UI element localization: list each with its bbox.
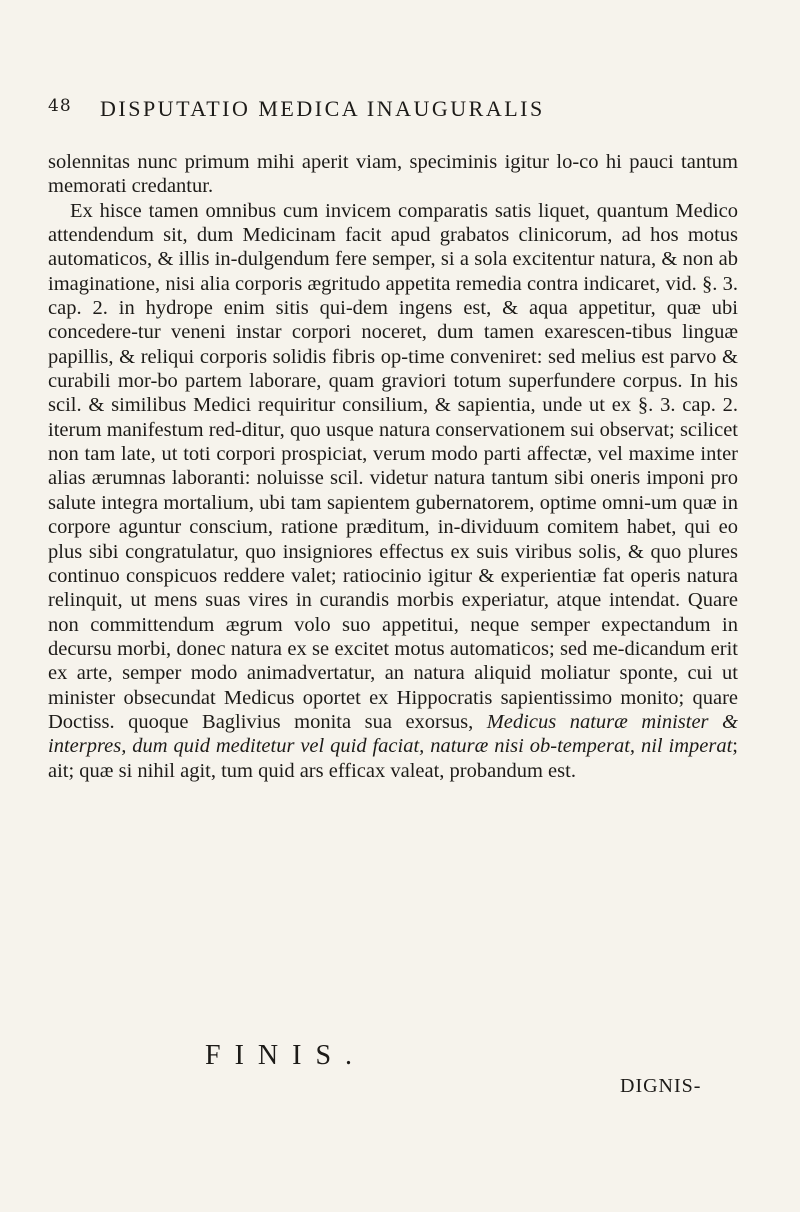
main-text-block [48,150,738,783]
catchword: DIGNIS- [620,1075,702,1097]
page-header [48,96,668,130]
baglivius-quotation: Medicus naturæ minister & interpres, dum quid meditetur vel quid faciat, naturæ nisi ob-temperat, nil imperat [48,710,738,758]
paragraph-main [48,199,738,783]
page-number: 48 [48,96,72,116]
running-head: DISPUTATIO MEDICA INAUGURALIS [100,96,545,121]
finis-mark: FINIS. [205,1040,367,1071]
paragraph-intro: solennitas nunc primum mihi aperit viam, speciminis igitur lo-co hi pauci tantum memorati credantur. [48,151,738,198]
paragraph-main-ending: ; ait; quæ si nihil agit, tum quid ars efficax valeat, probandum est. [48,735,738,782]
paragraph-main-text: Ex hisce tamen omnibus cum invicem comparatis satis liquet, quantum Medico attendendum sit, dum Medicinam facit apud grabatos clinicorum, ad hos motus automaticos, & illis in-dulgendum fere semper, si a sola excitentur natura, & non ab imaginatione, nisi alia corporis ægritudo appetita remedia contra indicaret, vid. §. 3. cap. 2. in hydrope enim sitis qui-dem ingens est, & aqua appetitur, quæ ubi concedere-tur veneni instar corpori noceret, dum tamen exarescen-tibus linguæ papillis, & reliqui corporis solidis fibris op-time conveniret: sed melius est parvo & curabili mor-bo partem laborare, quam graviori totum superfundere corpus. In his scil. & similibus Medici requiritur consilium, & sapientia, unde ut ex §. 3. cap. 2. iterum manifestum red-ditur, quo usque natura conservationem sui observat; scilicet non tam late, ut toti corpori prospiciat, verum modo parti affectæ, vel maxime inter alias ærumnas laboranti: noluisse scil. videtur natura tantum sibi oneris imponi pro salute integra mortalium, ubi tam sapientem gubernatorem, optime omni-um quæ in corpore aguntur conscium, ratione præditum, in-dividuum comitem habet, qui eo plus sibi congratulatur, quo insigniores effectus ex suis viribus solis, & quo plures continuo conspicuos reddere valet; ratiocinio igitur & experientiæ fat operis natura relinquit, ut mens suas vires in curandis morbis experiatur, atque intendat. Quare non committendum ægrum volo suo appetitui, neque semper expectandum in decursu morbi, donec natura ex se excitet motus automaticos; sed me-dicandum erit ex arte, semper modo animadvertatur, an natura aliquid moliatur sponte, cui ut minister obsecundat Medicus oportet ex Hippocratis sapientissimo monito; quare Doctiss. quoque Baglivius monita sua exorsus, [48,199,738,733]
